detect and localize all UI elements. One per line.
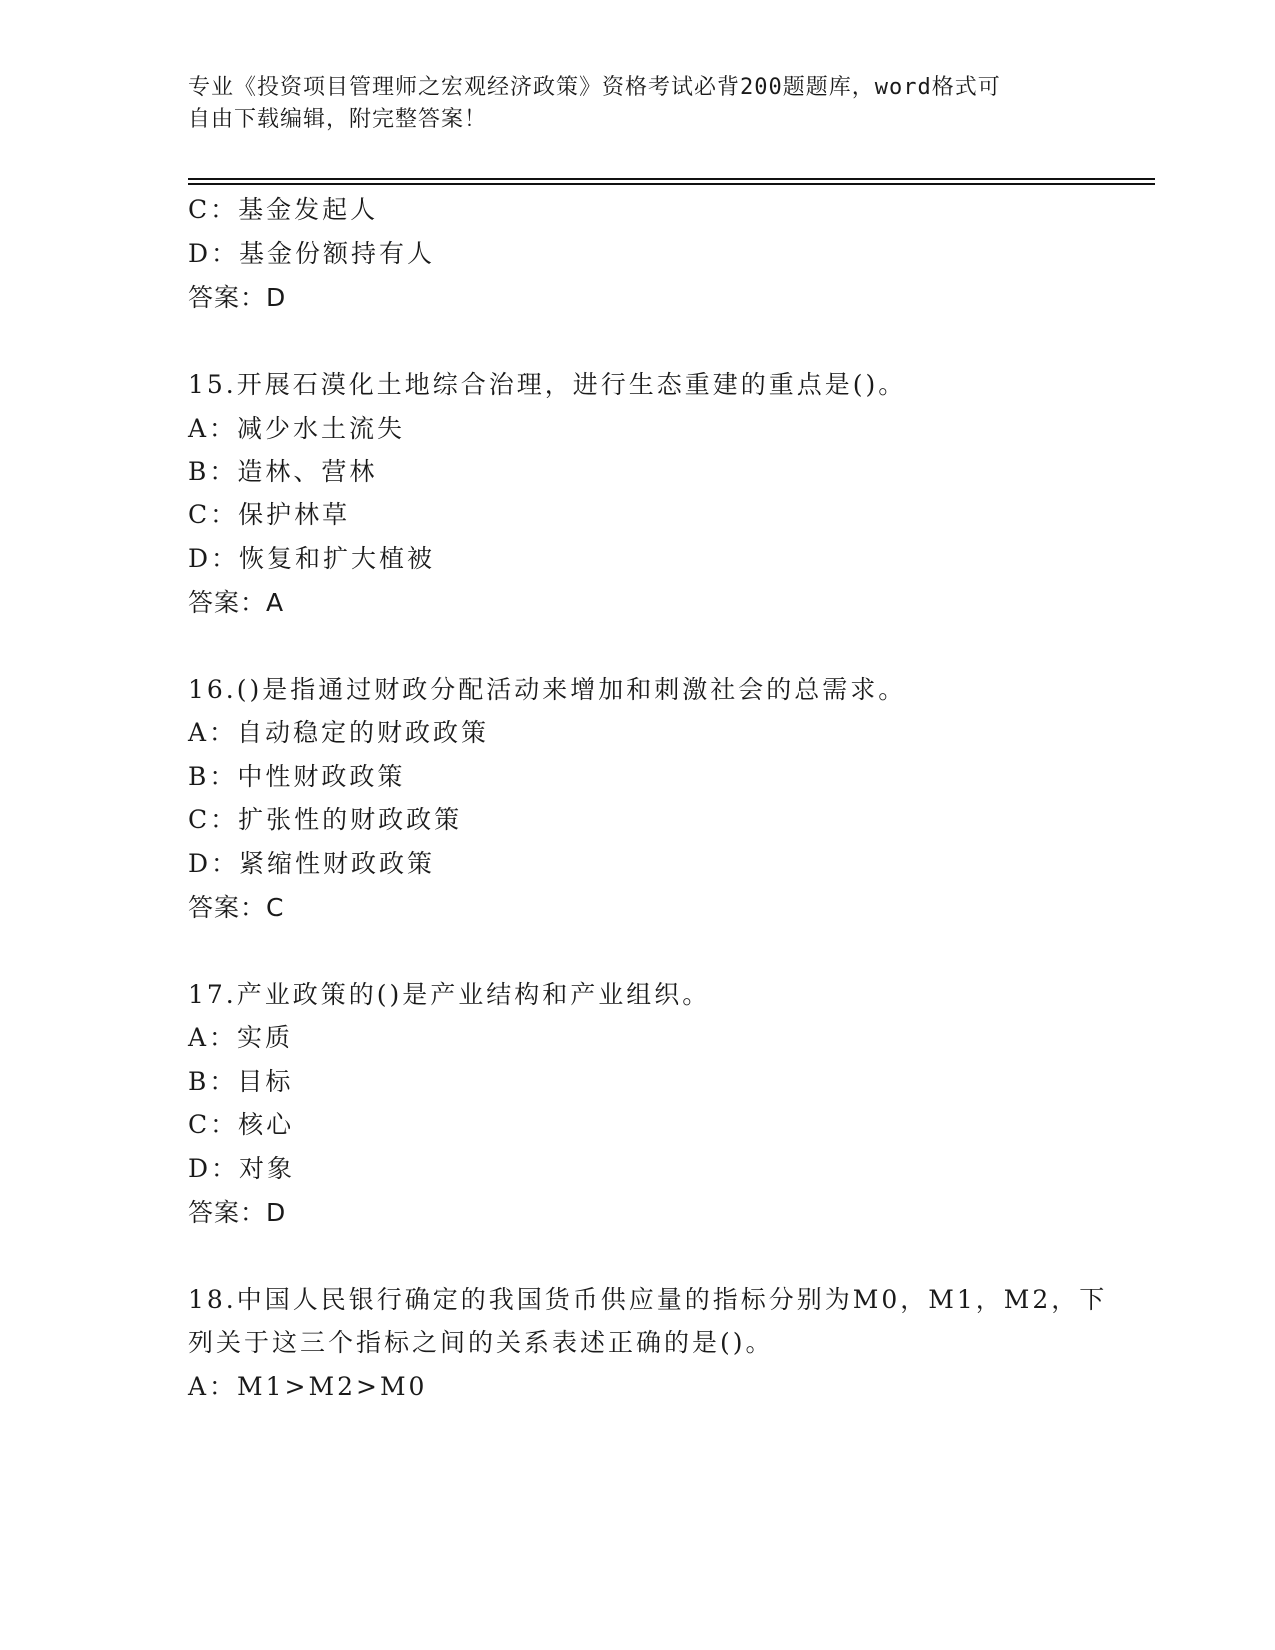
question-stem: 15.开展石漠化土地综合治理，进行生态重建的重点是()。 [188,370,907,399]
header-rule-top [188,178,1155,180]
option-a: A：M1>M2>M0 [188,1372,428,1401]
option-b: B：中性财政政策 [188,762,406,791]
header-rule-bottom [188,183,1155,185]
question-stem-line-1: 18.中国人民银行确定的我国货币供应量的指标分别为M0，M1，M2，下 [188,1285,1108,1314]
option-a: A：实质 [188,1023,294,1052]
header-line-1: 专业《投资项目管理师之宏观经济政策》资格考试必背200题题库，word格式可 [188,75,1001,100]
option-b: B：造林、营林 [188,457,378,486]
header-line-2: 自由下载编辑，附完整答案！ [188,107,488,132]
option-d: D：紧缩性财政政策 [188,849,436,878]
option-d: D：对象 [188,1154,296,1183]
option-c: C：保护林草 [188,500,351,529]
option-c: C：扩张性的财政政策 [188,805,463,834]
question-stem-line-2: 列关于这三个指标之间的关系表述正确的是()。 [188,1328,774,1357]
answer: 答案：A [188,588,285,617]
question-stem: 16.()是指通过财政分配活动来增加和刺激社会的总需求。 [188,675,907,704]
answer: 答案：D [188,283,287,312]
option-d: D：恢复和扩大植被 [188,544,436,573]
option-c: C：基金发起人 [188,195,379,224]
option-a: A：自动稳定的财政政策 [188,718,490,747]
document-header [188,72,1088,136]
answer: 答案：C [188,893,285,922]
option-c: C：核心 [188,1110,295,1139]
option-b: B：目标 [188,1067,294,1096]
option-a: A：减少水土流失 [188,414,406,443]
answer: 答案：D [188,1198,287,1227]
option-d: D：基金份额持有人 [188,239,436,268]
question-stem: 17.产业政策的()是产业结构和产业组织。 [188,980,711,1009]
